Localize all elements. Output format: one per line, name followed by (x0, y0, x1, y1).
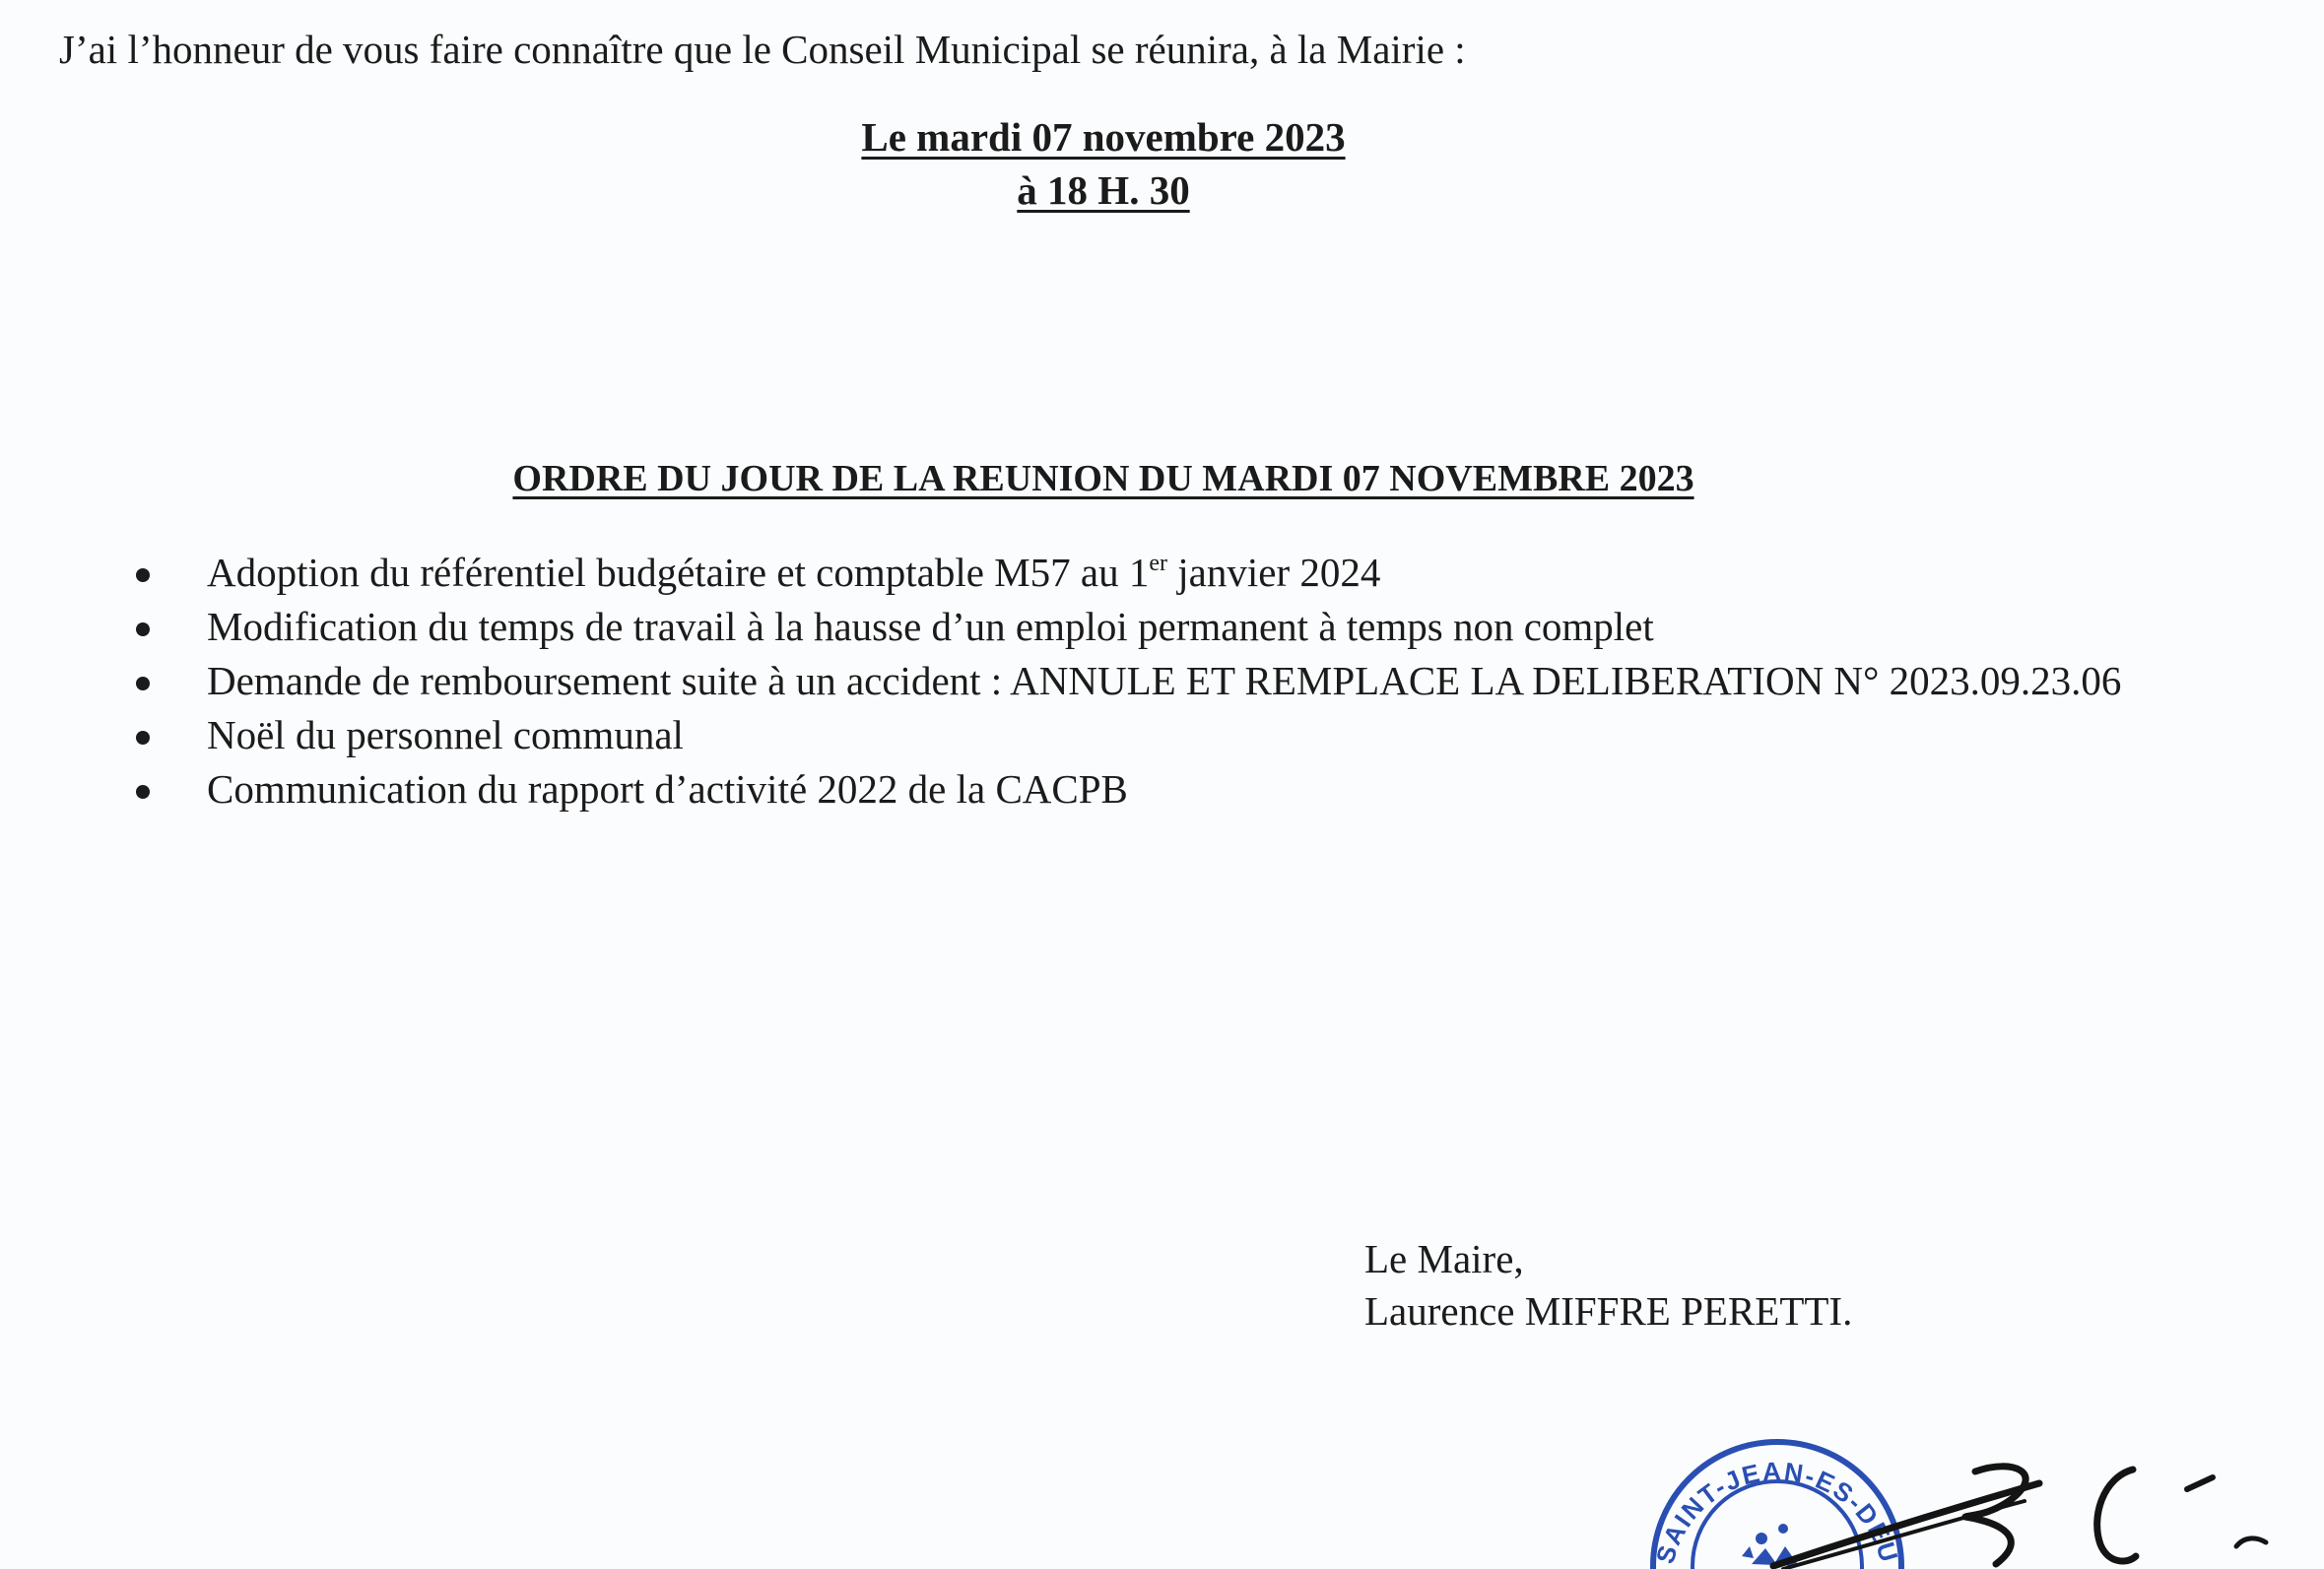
seal-and-signature (1635, 1418, 2324, 1569)
seal-text: SAINT-JEAN-ES-DEU (1649, 1456, 1905, 1567)
agenda-item: Demande de remboursement suite à un accident : ANNULE ET REMPLACE LA DELIBERATION N° 2023.09.23.06 (128, 654, 2148, 708)
agenda-item: Communication du rapport d’activité 2022 de la CACPB (128, 762, 2148, 817)
bullet-icon (136, 622, 150, 636)
agenda-title: ORDRE DU JOUR DE LA REUNION DU MARDI 07 NOVEMBRE 2023 (512, 458, 1694, 499)
bullet-icon (136, 785, 150, 799)
bullet-icon (136, 731, 150, 745)
signatory-title: Le Maire, (1364, 1236, 1524, 1281)
agenda-item: Noël du personnel communal (128, 708, 2148, 762)
agenda-item: Adoption du référentiel budgétaire et comptable M57 au 1er janvier 2024 (128, 546, 2148, 600)
bullet-icon (136, 568, 150, 582)
intro-paragraph: J’ai l’honneur de vous faire connaître que le Conseil Municipal se réunira, à la Mairie : (59, 27, 1466, 72)
signatory-name: Laurence MIFFRE PERETTI. (1364, 1288, 1853, 1334)
agenda-list (128, 546, 2148, 817)
bullet-icon (136, 677, 150, 690)
agenda-item: Modification du temps de travail à la hausse d’un emploi permanent à temps non complet (128, 600, 2148, 654)
municipal-seal-icon (1650, 1442, 1905, 1569)
meeting-datetime (0, 110, 2207, 217)
signature-block (1364, 1233, 1852, 1338)
svg-text:SAINT-JEAN-ES-DEU (1650, 1456, 1905, 1566)
meeting-time: à 18 H. 30 (1017, 167, 1190, 213)
meeting-date: Le mardi 07 novembre 2023 (861, 114, 1346, 160)
seal-graphic (1635, 1418, 2324, 1569)
